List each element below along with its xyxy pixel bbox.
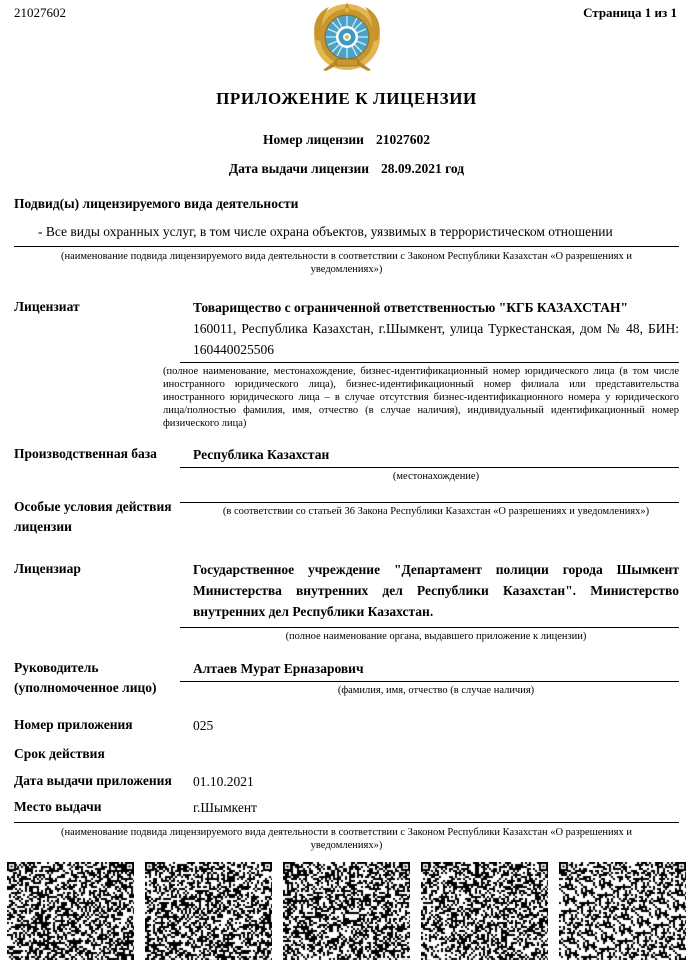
qr-code <box>559 862 686 960</box>
field-row-licensor <box>14 559 679 643</box>
production-base-caption: (местонахождение) <box>392 471 480 482</box>
license-number-value: 21027602 <box>375 132 430 147</box>
licensee-caption: (полное наименование, местонахождение, бизнес-идентификационный номер юридического лица (в том числе иностранного юридического лица), бизнес-идентификационный номер филиала или представительства иностранного юридического лица – в случае отсутствия бизнес-идентификационного номера у юридического лица/полностью фамилия, имя, отчество (в случае наличия), индивидуальный идентификационный номер физического лица) <box>163 366 679 429</box>
licensor-label: Лицензиар <box>14 561 81 576</box>
head-value: Алтаев Мурат Ерназарович <box>180 658 679 682</box>
kazakhstan-emblem-icon <box>309 2 385 72</box>
field-row-licensee <box>14 297 679 430</box>
field-row-issue-place <box>14 797 679 823</box>
licensor-caption: (полное наименование органа, выдавшего приложение к лицензии) <box>285 631 587 642</box>
licensee-label: Лицензиат <box>14 299 80 314</box>
head-label: Руководитель (уполномоченное лицо) <box>14 660 157 695</box>
license-issue-date-label: Дата выдачи лицензии <box>228 161 370 176</box>
special-conditions-caption: (в соответствии со статьей 36 Закона Республики Казахстан «О разрешениях и уведомлениях») <box>222 506 650 517</box>
field-row-appendix-number <box>14 715 679 736</box>
page-indicator: Страница 1 из 1 <box>583 5 677 20</box>
appendix-issue-date-label: Дата выдачи приложения <box>14 773 172 788</box>
field-row-special-conditions <box>14 497 679 537</box>
issue-place-label: Место выдачи <box>14 799 102 814</box>
licensee-address: 160011, Республика Казахстан, г.Шымкент, улица Туркестанская, дом № 48, БИН: 160440025506 <box>193 321 679 357</box>
field-row-production-base <box>14 444 679 483</box>
special-conditions-blank-line <box>180 497 679 503</box>
special-conditions-label: Особые условия действия лицензии <box>14 499 172 534</box>
qr-code <box>283 862 410 960</box>
production-base-value: Республика Казахстан <box>180 444 679 468</box>
production-base-label: Производственная база <box>14 446 157 461</box>
licensor-value: Государственное учреждение "Департамент полиции города Шымкент Министерства внутренних дел Республики Казахстан". Министерство внутренних дел Республики Казахстан. <box>180 559 679 628</box>
document-title: ПРИЛОЖЕНИЕ К ЛИЦЕНЗИИ <box>216 89 477 108</box>
license-number-line <box>14 132 679 148</box>
appendix-number-value: 025 <box>193 718 214 733</box>
field-row-head <box>14 658 679 698</box>
subtype-value: - Все виды охранных услуг, в том числе охрана объектов, уязвимых в террористическом отношении <box>14 224 679 247</box>
licensee-name: Товарищество с ограниченной ответственностью "КГБ КАЗАХСТАН" <box>193 300 629 315</box>
qr-code <box>145 862 272 960</box>
document-header <box>14 0 679 74</box>
license-number-label: Номер лицензии <box>263 132 364 147</box>
qr-code <box>421 862 548 960</box>
issue-place-value: г.Шымкент <box>193 800 257 815</box>
field-row-appendix-issue-date <box>14 771 679 792</box>
validity-label: Срок действия <box>14 746 105 761</box>
qr-code <box>7 862 134 960</box>
subtype-caption: (наименование подвида лицензируемого вида деятельности в соответствии с Законом Республики Казахстан «О разрешениях и уведомлениях») <box>61 251 632 275</box>
issue-place-caption: (наименование подвида лицензируемого вида деятельности в соответствии с Законом Республики Казахстан «О разрешениях и уведомлениях») <box>61 827 632 851</box>
field-row-validity <box>14 744 679 764</box>
barcode-row <box>7 862 686 960</box>
license-issue-date-value: 28.09.2021 год <box>381 161 465 176</box>
subtype-heading: Подвид(ы) лицензируемого вида деятельности <box>14 196 299 211</box>
appendix-number-label: Номер приложения <box>14 717 133 732</box>
license-issue-date-line <box>14 161 679 177</box>
document-number: 21027602 <box>14 5 66 20</box>
head-caption: (фамилия, имя, отчество (в случае наличия) <box>337 685 535 696</box>
appendix-issue-date-value: 01.10.2021 <box>193 774 254 789</box>
